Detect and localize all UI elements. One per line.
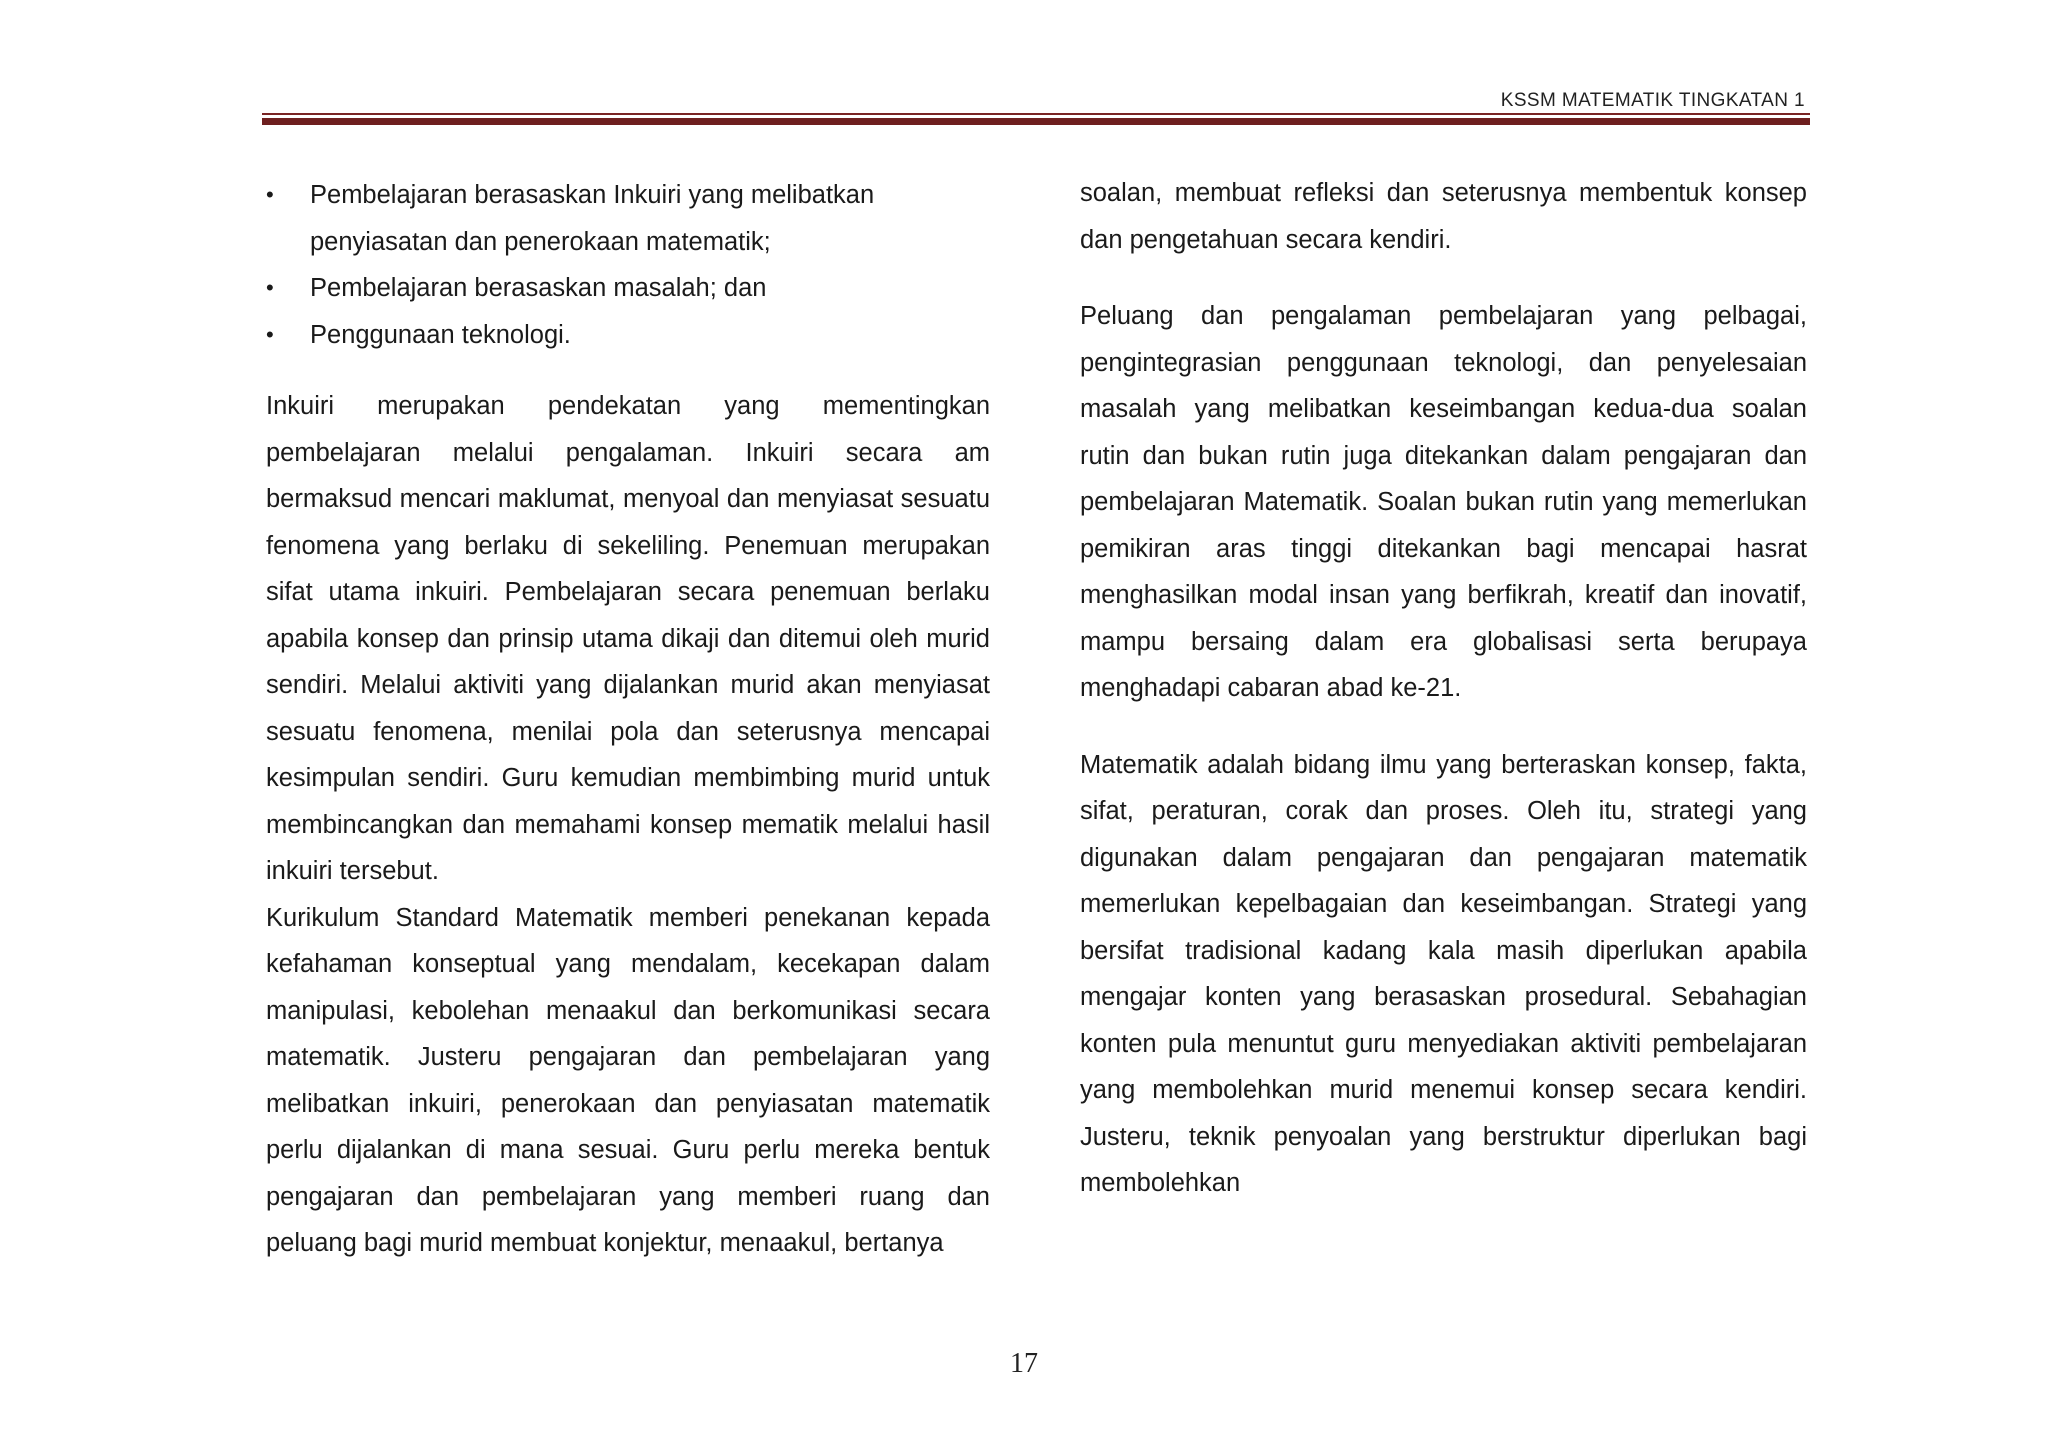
paragraph-kurikulum: Kurikulum Standard Matematik memberi penekanan kepada kefahaman konseptual yang mendalam, kecekapan dalam manipulasi, kebolehan menaakul dan berkomunikasi secara matematik. Justeru pengajaran dan pembelajaran yang melibatkan inkuiri, penerokaan dan penyiasatan matematik perlu dijalankan di mana sesuai. Guru perlu mereka bentuk pengajaran dan pembelajaran yang memberi ruang dan peluang bagi murid membuat konjektur, menaakul, bertanya (266, 903, 990, 1257)
bullet-item (266, 312, 990, 359)
bullet-text: Penggunaan teknologi. (310, 320, 571, 349)
header-title: KSSM MATEMATIK TINGKATAN 1 (1500, 90, 1805, 111)
bullet-icon: • (266, 321, 274, 347)
bullet-item (266, 172, 990, 265)
bullet-icon: • (266, 182, 274, 207)
bullet-icon: • (266, 275, 274, 300)
paragraph-inkuiri: Inkuiri merupakan pendekatan yang mementingkan pembelajaran melalui pengalaman. Inkuiri secara am bermaksud mencari maklumat, menyoal dan menyiasat sesuatu fenomena yang berlaku di sekeliling. Penemuan merupakan sifat utama inkuiri. Pembelajaran secara penemuan berlaku apabila konsep dan prinsip utama dikaji dan ditemui oleh murid sendiri. Melalui aktiviti yang dijalankan murid akan menyiasat sesuatu fenomena, menilai pola dan seterusnya mencapai kesimpulan sendiri. Guru kemudian membimbing murid untuk membincangkan dan memahami konsep mematik melalui hasil inkuiri tersebut. (266, 392, 990, 885)
paragraph-continuation: soalan, membuat refleksi dan seterusnya membentuk konsep dan pengetahuan secara kendiri. (1080, 179, 1807, 254)
page-number: 17 (1010, 1348, 1038, 1379)
paragraph-matematik: Matematik adalah bidang ilmu yang berteraskan konsep, fakta, sifat, peraturan, corak dan proses. Oleh itu, strategi yang digunakan dalam pengajaran dan pengajaran matematik memerlukan kepelbagaian dan keseimbangan. Strategi yang bersifat tradisional kadang kala masih diperlukan apabila mengajar konten yang berasaskan prosedural. Sebahagian konten pula menuntut guru menyediakan aktiviti pembelajaran yang membolehkan murid menemui konsep secara kendiri. Justeru, teknik penyoalan yang berstruktur diperlukan bagi membolehkan (1080, 750, 1807, 1197)
header-rule-thick (262, 118, 1810, 125)
bullet-text: Pembelajaran berasaskan Inkuiri yang melibatkan penyiasatan dan penerokaan matematik; (310, 181, 875, 256)
left-column (266, 172, 990, 1267)
right-column (1080, 170, 1807, 1207)
bullet-item (266, 265, 990, 312)
header-rule-thin (262, 113, 1810, 115)
bullet-list (266, 172, 990, 358)
paragraph-peluang: Peluang dan pengalaman pembelajaran yang pelbagai, pengintegrasian penggunaan teknologi, dan penyelesaian masalah yang melibatkan keseimbangan kedua-dua soalan rutin dan bukan rutin juga ditekankan dalam pengajaran dan pembelajaran Matematik. Soalan bukan rutin yang memerlukan pemikiran aras tinggi ditekankan bagi mencapai hasrat menghasilkan modal insan yang berfikrah, kreatif dan inovatif, mampu bersaing dalam era globalisasi serta berupaya menghadapi cabaran abad ke-21. (1080, 302, 1807, 702)
bullet-text: Pembelajaran berasaskan masalah; dan (310, 274, 767, 302)
